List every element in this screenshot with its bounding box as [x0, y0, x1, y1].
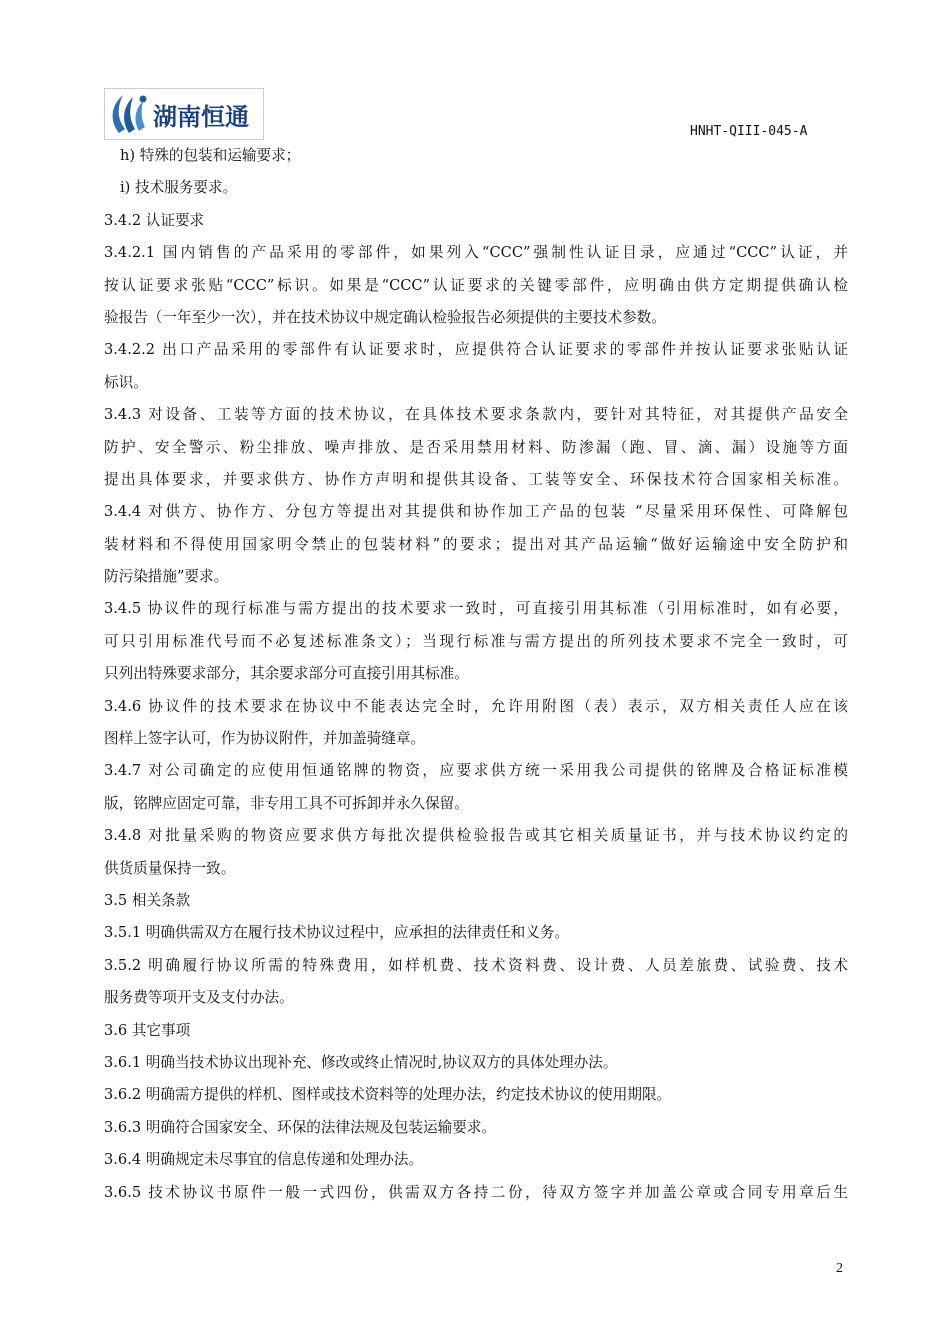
text-line: 按认证要求张贴“CCC”标识。如果是“CCC”认证要求的关键零部件，应明确由供方定期提供确认检 [104, 276, 848, 294]
text-line: 版，铭牌应固定可靠，非专用工具不可拆卸并永久保留。 [104, 794, 469, 812]
text-line: 图样上签字认可，作为协议附件，并加盖骑缝章。 [104, 730, 426, 748]
text-line: 防护、安全警示、粉尘排放、噪声排放、是否采用禁用材料、防渗漏（跑、冒、滴、漏）设施等方面 [104, 438, 848, 456]
page-number: 2 [836, 1261, 843, 1276]
text-line: 3.4.3 对设备、工装等方面的技术协议，在具体技术要求条款内，要针对其特征，对其提供产品安全 [104, 406, 848, 424]
text-line: 提出具体要求，并要求供方、协作方声明和提供其设备、工装等安全、环保技术符合国家相关标准。 [104, 470, 848, 488]
logo-graphic [105, 89, 263, 139]
text-line: 装材料和不得使用国家明令禁止的包装材料”的要求；提出对其产品运输“做好运输途中安全防护和 [104, 535, 848, 553]
text-line: 3.5.2 明确履行协议所需的特殊费用，如样机费、技术资料费、设计费、人员差旅费、试验费、技术 [104, 956, 848, 974]
text-line: 3.4.6 协议件的技术要求在协议中不能表达完全时，允许用附图（表）表示，双方相关责任人应在该 [104, 697, 848, 715]
text-line: 3.6 其它事项 [104, 1021, 191, 1039]
text-line: 3.5.1 明确供需双方在履行技术协议过程中，应承担的法律责任和义务。 [104, 924, 569, 942]
text-line: 3.4.2.2 出口产品采用的零部件有认证要求时，应提供符合认证要求的零部件并按认证要求张贴认证 [104, 341, 848, 359]
text-line: 3.4.7 对公司确定的应使用恒通铭牌的物资，应要求供方统一采用我公司提供的铭牌及合格证标准模 [104, 762, 848, 780]
text-line: 可只引用标准代号而不必复述标准条文）；当现行标准与需方提出的所列技术要求不完全一致时，可 [104, 632, 848, 650]
logo-mark-icon [113, 95, 147, 133]
text-line: 供货质量保持一致。 [104, 859, 236, 877]
text-line: 3.6.5 技术协议书原件一般一式四份，供需双方各持二份，待双方签字并加盖公章或合同专用章后生 [104, 1183, 848, 1201]
company-logo [104, 88, 264, 140]
text-line: 3.4.4 对供方、协作方、分包方等提出对其提供和协作加工产品的包装 “尽量采用环保性、可降解包 [104, 503, 848, 521]
text-line: 服务费等项开支及支付办法。 [104, 989, 294, 1007]
text-line: 标识。 [104, 373, 148, 391]
text-line: 3.4.2 认证要求 [104, 211, 205, 229]
logo-text: 湖南恒通 [153, 103, 249, 131]
text-line: 只列出特殊要求部分，其余要求部分可直接引用其标准。 [104, 665, 469, 683]
text-line: 验报告（一年至少一次），并在技术协议中规定确认检验报告必须提供的主要技术参数。 [104, 308, 666, 326]
text-line: 3.6.2 明确需方提供的样机、图样或技术资料等的处理办法，约定技术协议的使用期限。 [104, 1086, 672, 1104]
text-line: 3.4.5 协议件的现行标准与需方提出的技术要求一致时，可直接引用其标准（引用标准时，如有必要， [104, 600, 848, 618]
text-line: 3.6.3 明确符合国家安全、环保的法律法规及包装运输要求。 [104, 1118, 497, 1136]
text-line: 3.5 相关条款 [104, 891, 191, 909]
text-line: 3.6.1 明确当技术协议出现补充、修改或终止情况时,协议双方的具体处理办法。 [104, 1053, 618, 1071]
text-line: i) 技术服务要求。 [120, 179, 238, 197]
document-body [104, 140, 848, 1209]
text-line: 防污染措施”要求。 [104, 568, 229, 586]
text-line: 3.6.4 明确规定未尽事宜的信息传递和处理办法。 [104, 1151, 424, 1169]
text-line: 3.4.2.1 国内销售的产品采用的零部件，如果列入“CCC”强制性认证目录，应通过“CCC”认证，并 [104, 244, 848, 262]
text-line: 3.4.8 对批量采购的物资应要求供方每批次提供检验报告或其它相关质量证书，并与技术协议约定的 [104, 827, 848, 845]
document-code: HNHT-QIII-045-A [690, 124, 808, 139]
text-line: h) 特殊的包装和运输要求； [120, 147, 301, 164]
